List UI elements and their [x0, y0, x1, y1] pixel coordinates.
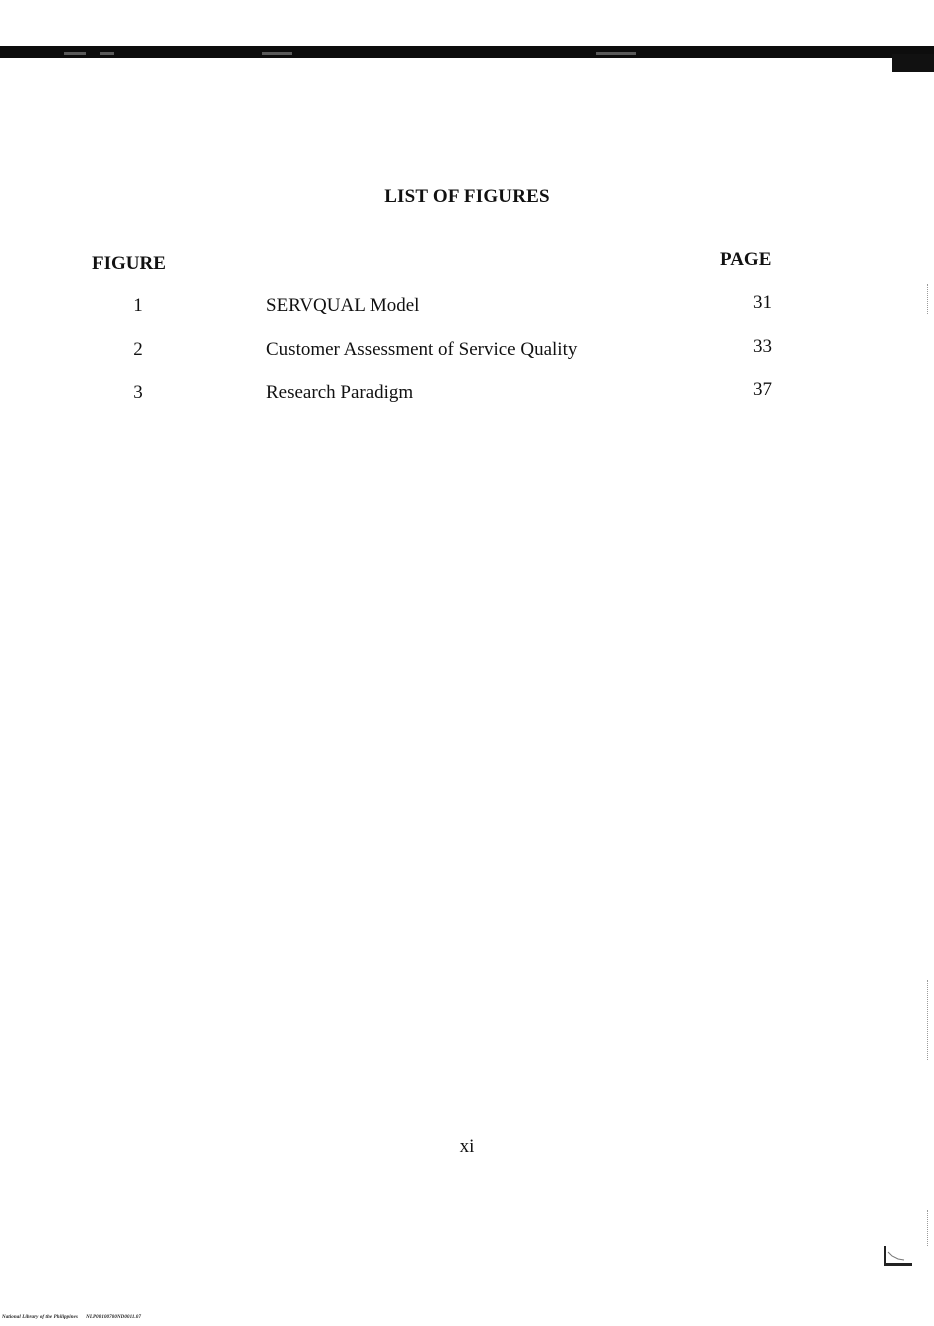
- figure-title: Customer Assessment of Service Quality: [266, 339, 578, 360]
- page-number: xi: [459, 1136, 475, 1157]
- page-title: LIST OF FIGURES: [384, 186, 550, 207]
- scan-speck: [596, 52, 636, 55]
- figure-page-number: 31: [753, 292, 772, 313]
- scan-corner-mark: [884, 1246, 914, 1266]
- scan-speck: [100, 52, 114, 55]
- scan-footer-stamp: [2, 1315, 141, 1320]
- scan-border-bar: [0, 46, 934, 58]
- scan-corner-block: [892, 54, 934, 72]
- figure-title: SERVQUAL Model: [266, 295, 420, 316]
- figure-entry: [0, 292, 934, 321]
- figure-entry: [0, 336, 934, 365]
- scan-speck: [64, 52, 86, 55]
- scan-footer-code: NLP00100700ND0011.07: [86, 1315, 142, 1320]
- figure-number: 2: [133, 339, 143, 360]
- scan-footer-library: National Library of the Philippines: [2, 1315, 79, 1320]
- figure-page-number: 33: [753, 336, 772, 357]
- figure-number: 3: [133, 382, 143, 403]
- scan-edge-dots: [927, 980, 930, 1060]
- scan-edge-dots: [927, 1210, 930, 1246]
- figure-column-header: FIGURE: [92, 253, 166, 274]
- scan-speck: [262, 52, 292, 55]
- figure-number: 1: [133, 295, 143, 316]
- page-column-header: PAGE: [720, 249, 772, 270]
- figure-page-number: 37: [753, 379, 772, 400]
- figure-title: Research Paradigm: [266, 382, 414, 403]
- figure-entry: [0, 379, 934, 408]
